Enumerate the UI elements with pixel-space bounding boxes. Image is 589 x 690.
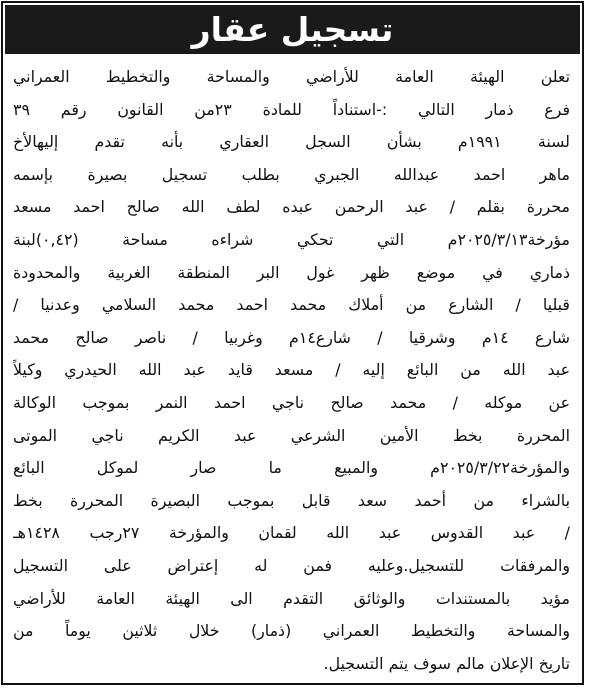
notice-line: فرع ذمار التالي :-استناداً للمادة ٢٣من القانون رقم ٣٩: [13, 99, 570, 119]
notice-title: تسجيل عقار: [191, 10, 394, 49]
notice-line: والمؤرخة٢٠٢٥/٣/٢٢م والمبيع ما صار لموكل البائع: [13, 458, 570, 478]
property-registration-notice: [1, 1, 584, 685]
notice-line: بالشراء من أحمد سعد قابل بموجب البصيرة المحررة بخط: [13, 490, 570, 510]
notice-line: والمساحة والتخطيط العمراني (ذمار) خلال ثلاثين يوماً من: [13, 621, 570, 641]
notice-line: ماهر احمد عبدالله الجبري بطلب تسجيل بصيرة بإسمه: [13, 164, 570, 184]
notice-line: لسنة ١٩٩١م بشأن السجل العقاري بأنه تقدم إليهالأخ: [13, 132, 570, 152]
notice-line: مؤيد بالمستندات والوثائق التقدم الى الهيئة العامة للأراضي: [13, 588, 570, 608]
notice-line: عبد الله من البائع إليه / مسعد قايد عبد الله الحيدري وكيلاً: [13, 360, 570, 380]
notice-line: تعلن الهيئة العامة للأراضي والمساحة والتخطيط العمراني: [13, 67, 570, 86]
notice-line: تاريخ الإعلان مالم سوف يتم التسجيل.: [323, 653, 570, 673]
notice-line: ذماري في موضع ظهر غول البر المنطقة الغربية والمحدودة: [13, 262, 570, 282]
notice-line: محررة بقلم / عبد الرحمن عبده لطف الله صالح احمد مسعد: [13, 197, 570, 217]
notice-line: والمرفقات للتسجيل.وعليه فمن له إعتراض على التسجيل: [13, 555, 570, 575]
notice-line: المحررة بخط الأمين الشرعي عبد الكريم ناجي الموتى: [13, 425, 570, 445]
notice-body: [13, 61, 570, 680]
notice-line: قبليا / الشارع من أملاك محمد احمد محمد السلامي وعدنيا /: [13, 295, 570, 315]
notice-line: عن موكله / محمد صالح ناجي احمد النمر بموجب الوكالة: [13, 392, 570, 412]
notice-line: مؤرخة٢٠٢٥/٣/١٣م التي تحكي شراءه مساحة (٠,٤٢)لبنة: [13, 229, 570, 249]
notice-title-bar: [5, 5, 580, 54]
notice-line: / عبد القدوس عبد الله لقمان والمؤرخة ٢٧رجب ١٤٢٨هـ: [13, 523, 570, 543]
notice-line: شارع ١٤م وشرقيا / شارع١٤م وغربيا / ناصر صالح محمد: [13, 327, 570, 347]
